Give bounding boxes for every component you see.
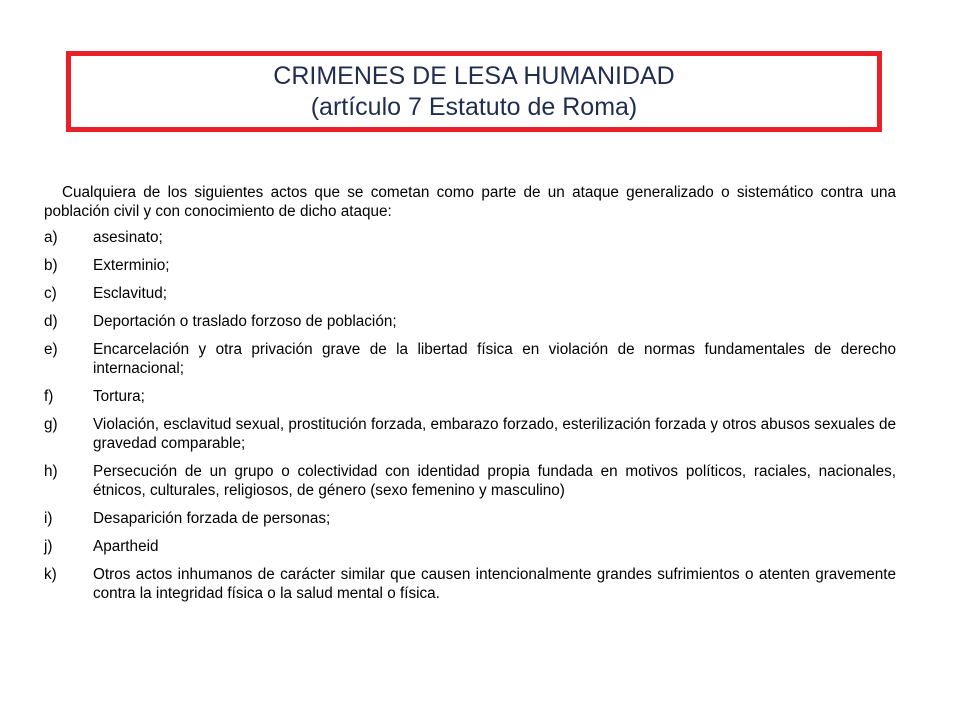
list-item-letter: f) xyxy=(44,388,54,405)
list-item-letter: e) xyxy=(44,341,58,358)
title-line-2: (artículo 7 Estatuto de Roma) xyxy=(310,92,638,121)
acts-list xyxy=(44,228,896,603)
body-content xyxy=(44,183,896,612)
list-item-letter: b) xyxy=(44,257,58,274)
list-item-letter: i) xyxy=(44,510,53,527)
list-item-text: Otros actos inhumanos de carácter similar que causen intencionalmente grandes sufrimientos o atenten gravemente contra la integridad física o la salud mental o física. xyxy=(93,566,896,602)
list-item xyxy=(44,415,896,453)
list-item xyxy=(44,509,896,528)
list-item-text: Encarcelación y otra privación grave de la libertad física en violación de normas fundamentales de derecho internacional; xyxy=(93,341,896,377)
list-item-text: Desaparición forzada de personas; xyxy=(93,510,331,527)
intro-paragraph: Cualquiera de los siguientes actos que se cometan como parte de un ataque generalizado o sistemático contra una población civil y con conocimiento de dicho ataque: xyxy=(44,184,896,220)
list-item xyxy=(44,340,896,378)
list-item-letter: k) xyxy=(44,566,57,583)
list-item-letter: g) xyxy=(44,416,58,433)
list-item-letter: h) xyxy=(44,463,58,480)
list-item-text: Esclavitud; xyxy=(93,285,167,302)
list-item-letter: d) xyxy=(44,313,58,330)
list-item xyxy=(44,284,896,303)
list-item xyxy=(44,537,896,556)
list-item-letter: c) xyxy=(44,285,57,302)
list-item xyxy=(44,228,896,247)
list-item-text: Tortura; xyxy=(93,388,145,405)
list-item-letter: a) xyxy=(44,229,58,246)
list-item-text: Violación, esclavitud sexual, prostitución forzada, embarazo forzado, esterilización forzada y otros abusos sexuales de gravedad comparable; xyxy=(93,416,896,452)
title-line-1: CRIMENES DE LESA HUMANIDAD xyxy=(273,61,675,90)
list-item xyxy=(44,312,896,331)
list-item-text: Exterminio; xyxy=(93,257,170,274)
list-item-text: Persecución de un grupo o colectividad con identidad propia fundada en motivos políticos, raciales, nacionales, étnicos, culturales, religiosos, de género (sexo femenino y masculino) xyxy=(93,463,896,499)
list-item xyxy=(44,462,896,500)
list-item-text: Deportación o traslado forzoso de población; xyxy=(93,313,397,330)
list-item-text: Apartheid xyxy=(93,538,159,555)
list-item-letter: j) xyxy=(44,538,53,555)
title-box xyxy=(66,51,882,132)
list-item xyxy=(44,565,896,603)
list-item-text: asesinato; xyxy=(93,229,163,246)
list-item xyxy=(44,256,896,275)
list-item xyxy=(44,387,896,406)
